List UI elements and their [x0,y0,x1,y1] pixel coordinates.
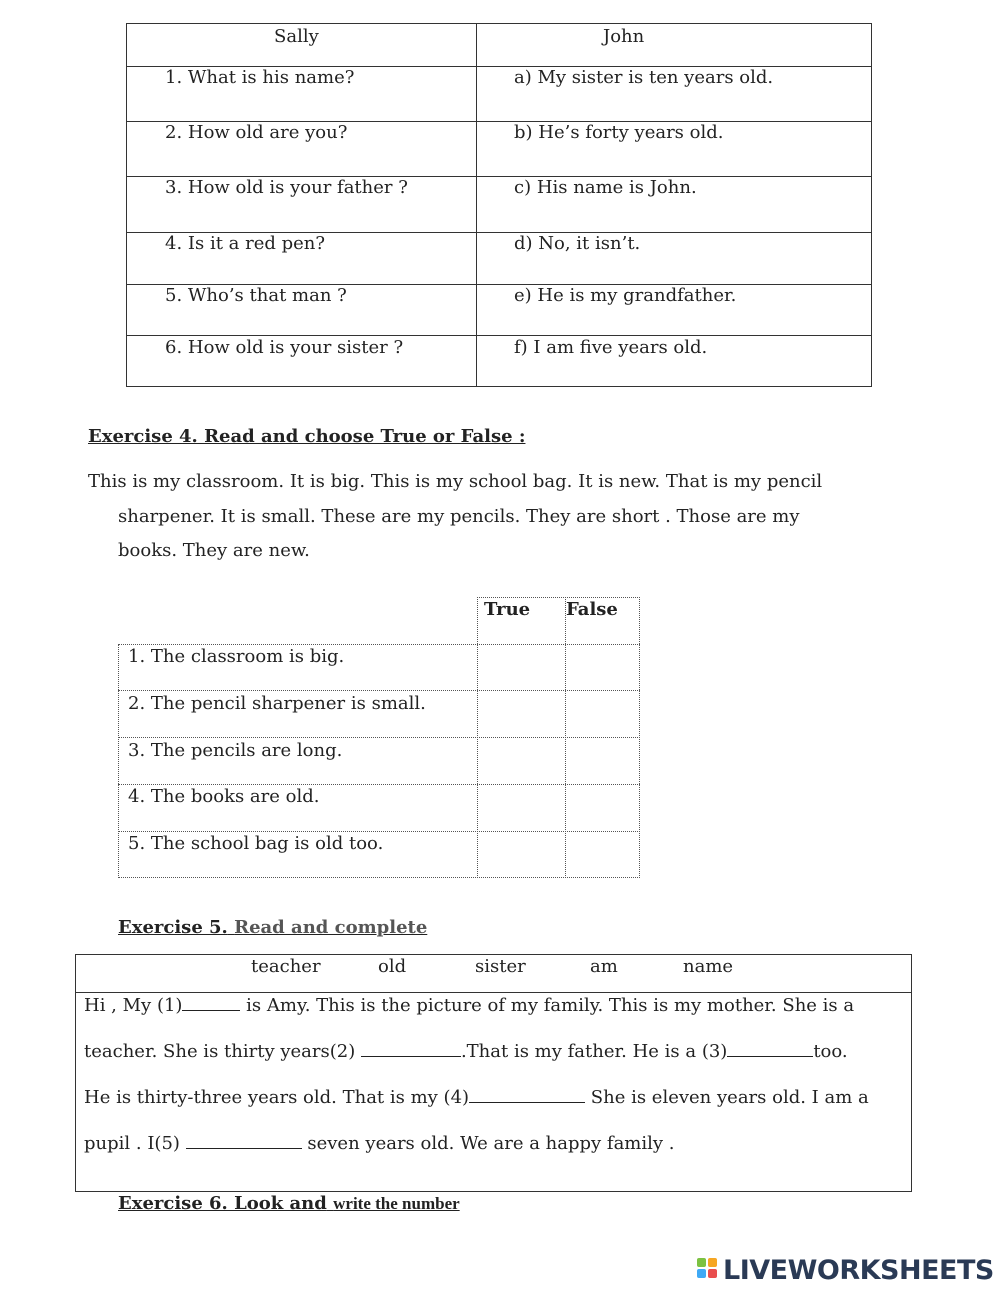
exercise-4-title: Exercise 4. Read and choose True or False : [88,426,526,447]
true-cell-2[interactable] [479,692,565,736]
header-sally: Sally [274,26,319,47]
answer-f: f) I am five years old. [514,337,708,358]
exercise-5-title [118,917,427,938]
false-cell-4[interactable] [567,786,639,830]
ex5-line-2 [84,1040,848,1062]
question-1: 1. What is his name? [165,67,355,88]
ex5-line-4-b: seven years old. We are a happy family . [301,1133,675,1154]
answer-d: d) No, it isn’t. [514,233,641,254]
column-true: True [484,599,531,620]
header-john: John [603,26,645,47]
ex5-line-4-a: pupil . I(5) [84,1133,186,1154]
true-cell-1[interactable] [479,645,565,689]
liveworksheets-logo [697,1256,994,1284]
ex5-line-2-c: too. [813,1041,848,1062]
exercise-6-title [118,1193,460,1214]
false-cell-5[interactable] [567,833,639,877]
false-cell-2[interactable] [567,692,639,736]
tf-row-divider [118,784,640,785]
word-am: am [590,956,618,977]
ex4-paragraph-line-3: books. They are new. [118,540,310,561]
false-cell-3[interactable] [567,739,639,783]
ex6-title-bold: Exercise 6. Look and [118,1193,327,1214]
matching-table [126,23,872,387]
ex5-line-1-a: Hi , My (1) [84,995,183,1016]
ex5-title-bold: Exercise 5. [118,917,228,938]
statement-5: 5. The school bag is old too. [128,833,384,854]
ex5-word-bank-divider [75,992,912,993]
tf-row-divider [118,831,640,832]
statement-1: 1. The classroom is big. [128,646,345,667]
column-false: False [566,599,618,620]
false-cell-1[interactable] [567,645,639,689]
ex5-title-rest: Read and complete [234,917,428,938]
question-4: 4. Is it a red pen? [165,233,326,254]
tf-row-divider [118,690,640,691]
row-divider [127,335,871,336]
ex5-line-1-b: is Amy. This is the picture of my family. This is my mother. She is a [240,995,855,1016]
ex5-line-4 [84,1132,675,1154]
ex5-line-1 [84,994,854,1016]
answer-b: b) He’s forty years old. [514,122,724,143]
answer-c: c) His name is John. [514,177,697,198]
brand-name: LIVEWORKSHEETS [723,1254,994,1286]
tf-row-divider [118,737,640,738]
question-5: 5. Who’s that man ? [165,285,347,306]
question-2: 2. How old are you? [165,122,348,143]
statement-4: 4. The books are old. [128,786,320,807]
ex5-box [75,954,912,1192]
liveworksheets-icon [697,1258,719,1282]
blank-3[interactable] [727,1040,813,1057]
question-3: 3. How old is your father ? [165,177,408,198]
ex5-line-3-a: He is thirty-three years old. That is my (4) [84,1087,470,1108]
ex5-line-2-b: .That is my father. He is a (3) [460,1041,728,1062]
column-divider [476,24,477,386]
question-6: 6. How old is your sister ? [165,337,404,358]
statement-3: 3. The pencils are long. [128,740,343,761]
ex4-paragraph-line-2: sharpener. It is small. These are my pencils. They are short . Those are my [118,506,800,527]
word-sister: sister [475,956,526,977]
blank-2[interactable] [361,1040,461,1057]
word-teacher: teacher [251,956,321,977]
true-cell-5[interactable] [479,833,565,877]
word-old: old [378,956,407,977]
ex5-line-3 [84,1086,869,1108]
ex5-line-3-b: She is eleven years old. I am a [585,1087,869,1108]
blank-1[interactable] [182,994,240,1011]
ex5-line-2-a: teacher. She is thirty years(2) [84,1041,361,1062]
ex6-title-rest: write the number [333,1194,460,1213]
answer-e: e) He is my grandfather. [514,285,737,306]
ex4-paragraph-line-1: This is my classroom. It is big. This is my school bag. It is new. That is my pencil [88,471,823,492]
true-cell-3[interactable] [479,739,565,783]
statement-2: 2. The pencil sharpener is small. [128,693,426,714]
true-cell-4[interactable] [479,786,565,830]
word-name: name [683,956,734,977]
blank-5[interactable] [186,1132,302,1149]
blank-4[interactable] [469,1086,585,1103]
answer-a: a) My sister is ten years old. [514,67,774,88]
